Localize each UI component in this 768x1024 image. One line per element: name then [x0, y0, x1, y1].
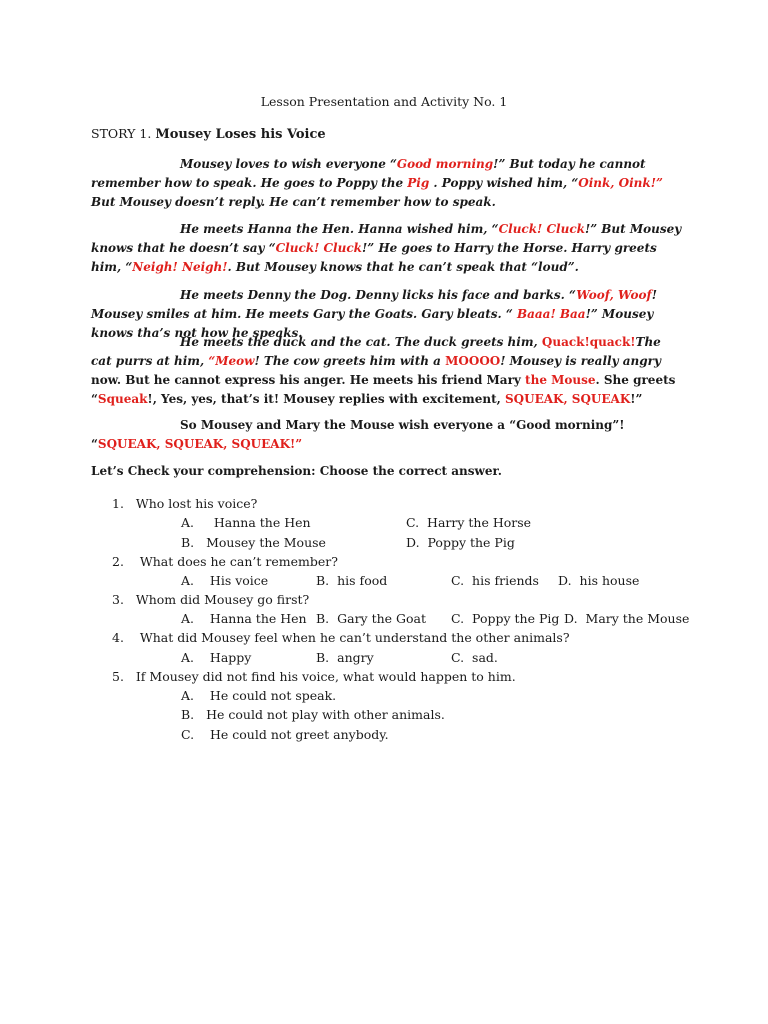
- question-text: What does he can’t remember?: [139, 554, 338, 569]
- question-2: [112, 554, 338, 569]
- comprehension-heading: Let’s Check your comprehension: Choose the correct answer.: [91, 464, 502, 478]
- story-text-run: SQUEAK, SQUEAK: [504, 392, 631, 406]
- story-paragraph-5: [91, 416, 683, 454]
- answer-option[interactable]: B. He could not play with other animals.: [181, 707, 445, 722]
- answer-option[interactable]: D. Mary the Mouse: [564, 611, 690, 626]
- question-text: Whom did Mousey go first?: [135, 592, 310, 607]
- answer-option[interactable]: B. angry: [316, 650, 374, 665]
- story-text-run: !”: [630, 392, 643, 406]
- story-paragraph-4: [91, 333, 683, 409]
- story-label: STORY 1.: [91, 126, 152, 141]
- story-text-run: ! Mousey is really angry: [500, 354, 661, 368]
- story-text-run: He meets Hanna the Hen. Hanna wished him, “: [180, 222, 499, 236]
- story-text-run: Oink, Oink!”: [578, 176, 663, 190]
- answer-option[interactable]: C. his friends: [451, 573, 539, 588]
- question-text: What did Mousey feel when he can’t understand the other animals?: [139, 630, 570, 645]
- answer-option[interactable]: A. He could not speak.: [181, 688, 337, 703]
- story-heading: [91, 126, 326, 142]
- question-3: [112, 592, 309, 607]
- story-text-run: Squeak: [97, 392, 148, 406]
- question-number: 5.: [112, 669, 124, 684]
- story-text-run: !, Yes, yes, that’s it! Mousey replies with excitement,: [147, 392, 505, 406]
- story-text-run: ! Mousey smiles at him. He meets Gary the Goats. Gary bleats. “: [91, 288, 657, 321]
- question-5: [112, 669, 516, 684]
- answer-option[interactable]: A. Happy: [181, 650, 252, 665]
- answer-option[interactable]: B. Mousey the Mouse: [181, 535, 326, 550]
- story-text-run: Quack!quack!: [541, 335, 636, 349]
- question-number: 1.: [112, 496, 124, 511]
- story-text-run: !” Mousey knows tha’s not how he speaks.: [91, 307, 654, 340]
- question-number: 2.: [112, 554, 124, 569]
- story-text-run: . Poppy wished him, “: [429, 176, 579, 190]
- answer-option[interactable]: A. His voice: [181, 573, 269, 588]
- story-text-run: Cluck! Cluck: [498, 222, 585, 236]
- story-text-run: Pig: [407, 176, 430, 190]
- lesson-title: Lesson Presentation and Activity No. 1: [260, 94, 508, 109]
- story-text-run: Mousey loves to wish everyone “: [180, 157, 397, 171]
- story-text-run: He meets the duck and the cat. The duck greets him,: [180, 335, 542, 349]
- story-text-run: . But Mousey knows that he can’t speak that “loud”.: [227, 260, 579, 274]
- story-text-run: He meets Denny the Dog. Denny licks his face and barks. “: [180, 288, 577, 302]
- answer-option[interactable]: C. Harry the Horse: [406, 515, 532, 530]
- question-1: [112, 496, 257, 511]
- question-number: 4.: [112, 630, 124, 645]
- answer-option[interactable]: D. his house: [558, 573, 640, 588]
- answer-option[interactable]: A. Hanna the Hen: [181, 611, 307, 626]
- answer-option[interactable]: B. his food: [316, 573, 388, 588]
- story-text-run: . She greets “: [91, 373, 676, 406]
- story-text-run: The cat purrs at him,: [91, 335, 661, 368]
- answer-option[interactable]: C. sad.: [451, 650, 498, 665]
- story-paragraph-1: [91, 155, 683, 212]
- question-text: If Mousey did not find his voice, what would happen to him.: [135, 669, 516, 684]
- story-text-run: now. But he cannot express his anger. He meets his friend Mary: [91, 373, 526, 387]
- story-text-run: Cluck! Cluck: [275, 241, 362, 255]
- story-text-run: !” But Mousey knows that he doesn’t say “: [91, 222, 682, 255]
- story-text-run: the Mouse: [525, 373, 596, 387]
- answer-option[interactable]: C. Poppy the Pig: [451, 611, 560, 626]
- story-text-run: ! The cow greets him with a: [254, 354, 446, 368]
- story-text-run: Neigh! Neigh!: [132, 260, 228, 274]
- answer-option[interactable]: D. Poppy the Pig: [406, 535, 515, 550]
- story-text-run: Woof, Woof: [576, 288, 652, 302]
- question-text: Who lost his voice?: [135, 496, 258, 511]
- story-text-run: But Mousey doesn’t reply. He can’t remember how to speak.: [91, 195, 496, 209]
- answer-option[interactable]: B. Gary the Goat: [316, 611, 427, 626]
- story-text-run: !” But today he cannot remember how to speak. He goes to Poppy the: [91, 157, 646, 190]
- story-text-run: So Mousey and Mary the Mouse wish everyone a “Good morning”! “: [91, 418, 625, 451]
- story-paragraph-2: [91, 220, 683, 277]
- answer-option[interactable]: C. He could not greet anybody.: [181, 727, 389, 742]
- answer-option[interactable]: A. Hanna the Hen: [181, 515, 311, 530]
- question-4: [112, 630, 570, 645]
- story-text-run: SQUEAK, SQUEAK, SQUEAK!”: [97, 437, 303, 451]
- story-text-run: MOOOO: [445, 354, 501, 368]
- story-name: Mousey Loses his Voice: [155, 127, 326, 142]
- story-text-run: Baaa! Baa: [516, 307, 586, 321]
- story-text-run: Good morning: [396, 157, 494, 171]
- question-number: 3.: [112, 592, 124, 607]
- story-text-run: “Meow: [208, 354, 255, 368]
- story-text-run: !” He goes to Harry the Horse. Harry greets him, “: [91, 241, 657, 274]
